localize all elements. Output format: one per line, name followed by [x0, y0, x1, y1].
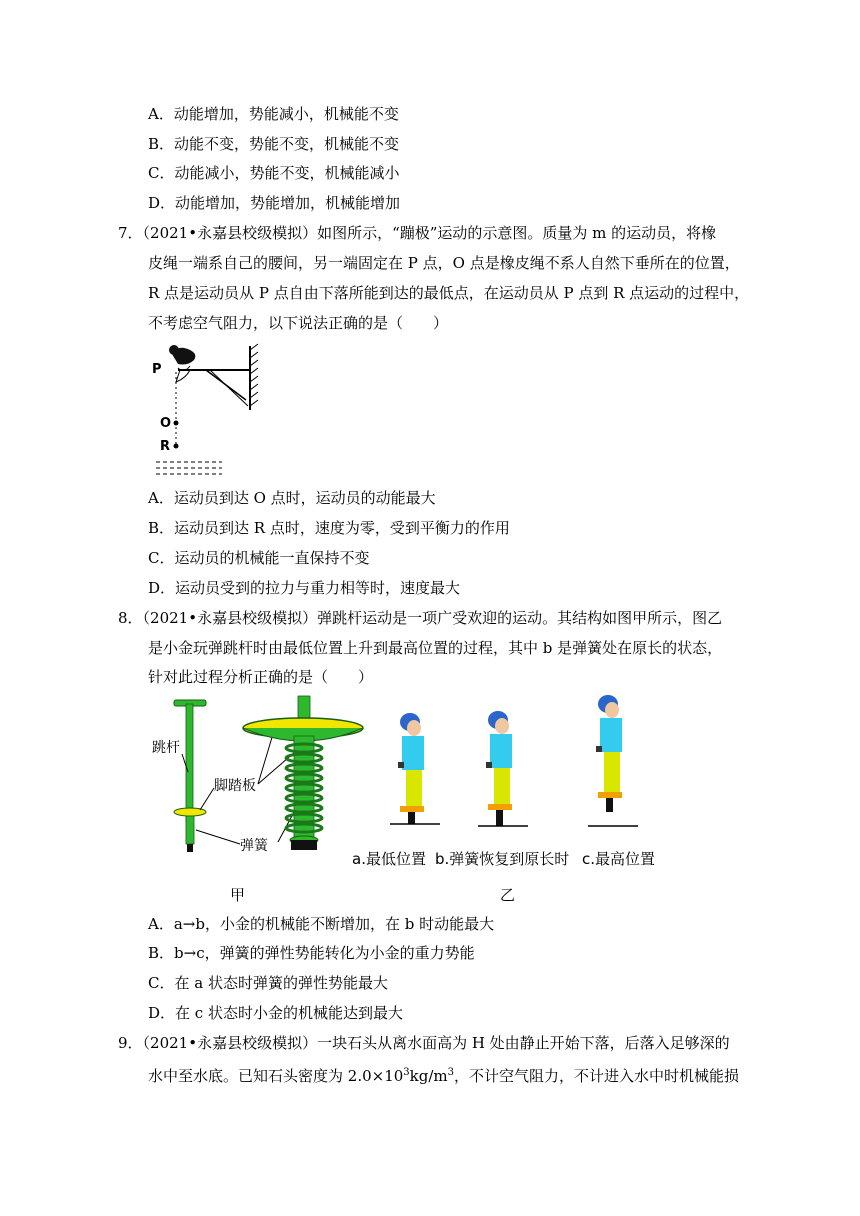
- q6-option-a: A．动能增加，势能减小，机械能不变: [148, 105, 399, 123]
- bungee-figure: [148, 340, 268, 480]
- caption-yi: 乙: [500, 886, 516, 904]
- state-c-label: c.最高位置: [582, 850, 656, 868]
- q6-option-b: B．动能不变，势能不变，机械能不变: [148, 135, 400, 153]
- q9-text-line-2: [148, 1063, 739, 1086]
- q9-text-line-1: 9．（2021•永嘉县校级模拟）一块石头从离水面高为 H 处由静止开始下落，后落入足够深的: [118, 1034, 730, 1052]
- q7-text-line-2: 皮绳一端系自己的腰间，另一端固定在 P 点，O 点是橡皮绳不系人自然下垂所在的位置，: [148, 254, 740, 272]
- q7-option-a: A．运动员到达 O 点时，运动员的动能最大: [148, 489, 436, 507]
- q8-option-b: B．b→c，弹簧的弹性势能转化为小金的重力势能: [148, 944, 475, 962]
- point-o-label: O: [160, 416, 172, 431]
- pogo-stick-figure: [148, 692, 678, 910]
- q8-text-line-2: 是小金玩弹跳杆时由最低位置上升到最高位置的过程，其中 b 是弹簧处在原长的状态，: [148, 639, 723, 657]
- q7-option-c: C．运动员的机械能一直保持不变: [148, 549, 370, 567]
- q7-option-d: D．运动员受到的拉力与重力相等时，速度最大: [148, 579, 461, 597]
- point-r-label: R: [160, 439, 171, 454]
- caption-jia: 甲: [230, 886, 246, 904]
- q9-sup-2: 3: [447, 1067, 454, 1078]
- q6-option-c: C．动能减小，势能不变，机械能减小: [148, 164, 400, 182]
- state-b-label: b.弹簧恢复到原长时: [435, 850, 570, 868]
- q9-sup-1: 3: [403, 1067, 410, 1078]
- q8-option-d: D．在 c 状态时小金的机械能达到最大: [148, 1004, 403, 1022]
- q8-option-c: C．在 a 状态时弹簧的弹性势能最大: [148, 974, 388, 992]
- child-state-b-icon: [478, 711, 528, 826]
- q7-option-b: B．运动员到达 R 点时，速度为零，受到平衡力的作用: [148, 519, 510, 537]
- q8-text-line-1: 8．（2021•永嘉县校级模拟）弹跳杆运动是一项广受欢迎的运动。其结构如图甲所示，图乙: [118, 609, 723, 627]
- q7-text-line-1: 7．（2021•永嘉县校级模拟）如图所示，“蹦极”运动的示意图。质量为 m 的运动员，将橡: [118, 224, 717, 242]
- pogo-stick-small-icon: [174, 700, 206, 852]
- label-rod: 跳杆: [152, 740, 180, 756]
- label-spring: 弹簧: [240, 838, 268, 854]
- q9-text-part-b: kg/m: [409, 1067, 448, 1085]
- label-pedal: 脚踏板: [214, 778, 256, 794]
- q6-option-d: D．动能增加，势能增加，机械能增加: [148, 194, 401, 212]
- child-state-a-icon: [390, 713, 440, 824]
- q8-text-line-3: 针对此过程分析正确的是（ ）: [148, 668, 374, 686]
- point-p-label: P: [152, 362, 162, 377]
- q7-text-line-4: 不考虑空气阻力，以下说法正确的是（ ）: [148, 314, 449, 332]
- q8-option-a: A．a→b，小金的机械能不断增加，在 b 时动能最大: [148, 915, 495, 933]
- q9-text-part-c: ，不计空气阻力，不计进入水中时机械能损: [454, 1067, 740, 1085]
- state-a-label: a.最低位置: [352, 850, 426, 868]
- child-state-c-icon: [588, 695, 638, 826]
- q7-text-line-3: R 点是运动员从 P 点自由下落所能到达的最低点，在运动员从 P 点到 R 点运动的过程中，: [148, 284, 750, 302]
- q9-text-part-a: 水中至水底。已知石头密度为 2.0×10: [148, 1067, 404, 1085]
